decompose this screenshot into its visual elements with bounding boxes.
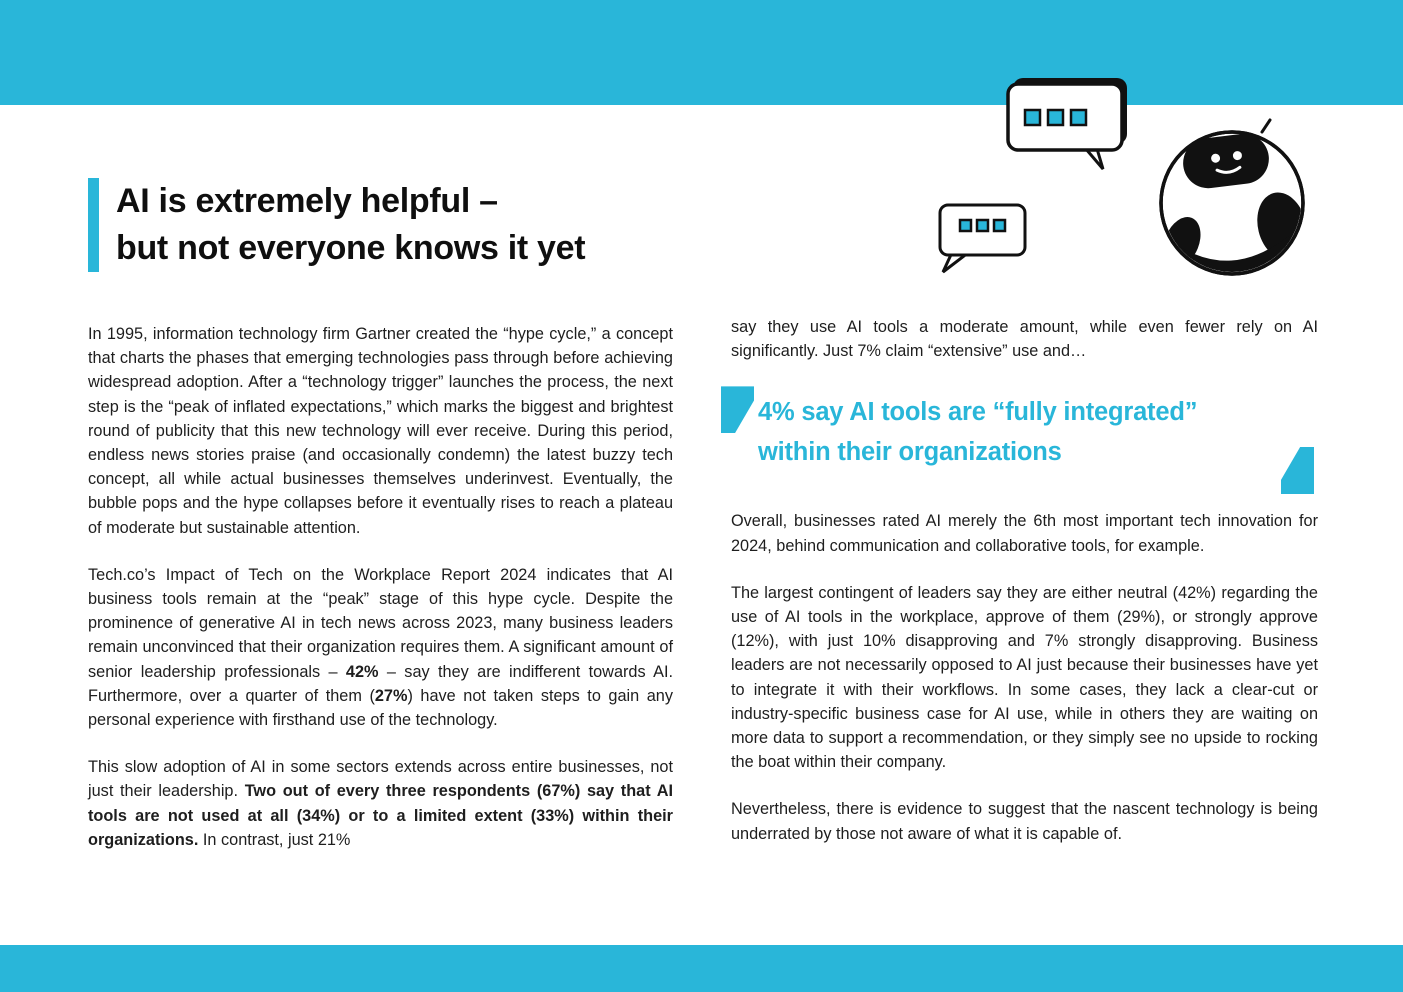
callout-line1: 4% say AI tools are “fully integrated” [758,398,1198,427]
robot-icon [1156,120,1313,274]
left-column [88,178,673,875]
body-paragraph: say they use AI tools a moderate amount, while even fewer rely on AI significantly. Just 7% claim “extensive” use and… [731,318,1318,361]
body-paragraph: Tech.co’s Impact of Tech on the Workplace Report 2024 indicates that AI business tools remain at the “peak” stage of this hype cycle. Despite the prominence of generative AI in tech news across 2023, many business leaders remain unconvinced that their organization requires them. A significant amount of senior leadership professionals – 42% – say they are indifferent towards AI. Furthermore, over a quarter of them (27%) have not taken steps to gain any personal experience with firsthand use of the technology. [88,565,673,730]
corner-bracket-top-left-icon [721,386,754,433]
bottom-banner [0,945,1403,992]
callout-heading [758,392,1284,472]
callout [731,386,1318,482]
page-title-line1: AI is extremely helpful – [116,182,498,220]
corner-bracket-bottom-right-icon [1281,447,1314,494]
page-title [116,178,585,272]
body-paragraph: Nevertheless, there is evidence to suggest that the nascent technology is being underrated by those not aware of what it is capable of. [731,800,1318,843]
robot-illustration-svg [935,72,1330,300]
body-paragraph: This slow adoption of AI in some sectors extends across entire businesses, not just their leadership. Two out of every three respondents (67%) say that AI tools are not used at all (34%) or to a limited extent (33%) within their organizations. In contrast, just 21% [88,758,673,849]
speech-bubble-large-icon [1008,78,1127,169]
heading-accent-bar [88,178,99,272]
right-column [731,315,1318,869]
heading-block [88,178,673,272]
body-paragraph: The largest contingent of leaders say they are either neutral (42%) regarding the use of AI tools in the workplace, approve of them (29%), or strongly approve (12%), with just 10% disapproving and 7% strongly disapproving. Business leaders are not necessarily opposed to AI just because their businesses have yet to integrate it with their workflows. In some cases, they lack a clear-cut or industry-specific business case for AI use, while in others they are waiting on more data to support a recommendation, or they simply see no upside to rocking the boat within their company. [731,583,1318,772]
callout-line2: within their organizations [758,438,1062,467]
page-title-line2: but not everyone knows it yet [116,229,586,267]
body-paragraph: In 1995, information technology firm Gartner created the “hype cycle,” a concept that charts the phases that emerging technologies pass through before achieving widespread adoption. After a “technology trigger” launches the process, the next step is the “peak of inflated expectations,” which marks the biggest and brightest round of publicity that this new technology will ever receive. During this period, endless news stories praise (and occasionally condemn) the latest buzzy tech concept, all while actual businesses themselves underinvest. Eventually, the bubble pops and the hype collapses before it eventually rises to reach a plateau of moderate but sustainable attention. [88,325,673,537]
body-paragraph: Overall, businesses rated AI merely the 6th most important tech innovation for 2024, behind communication and collaborative tools, for example. [731,512,1318,555]
speech-bubble-small-icon [940,205,1025,272]
robot-illustration [935,72,1330,300]
